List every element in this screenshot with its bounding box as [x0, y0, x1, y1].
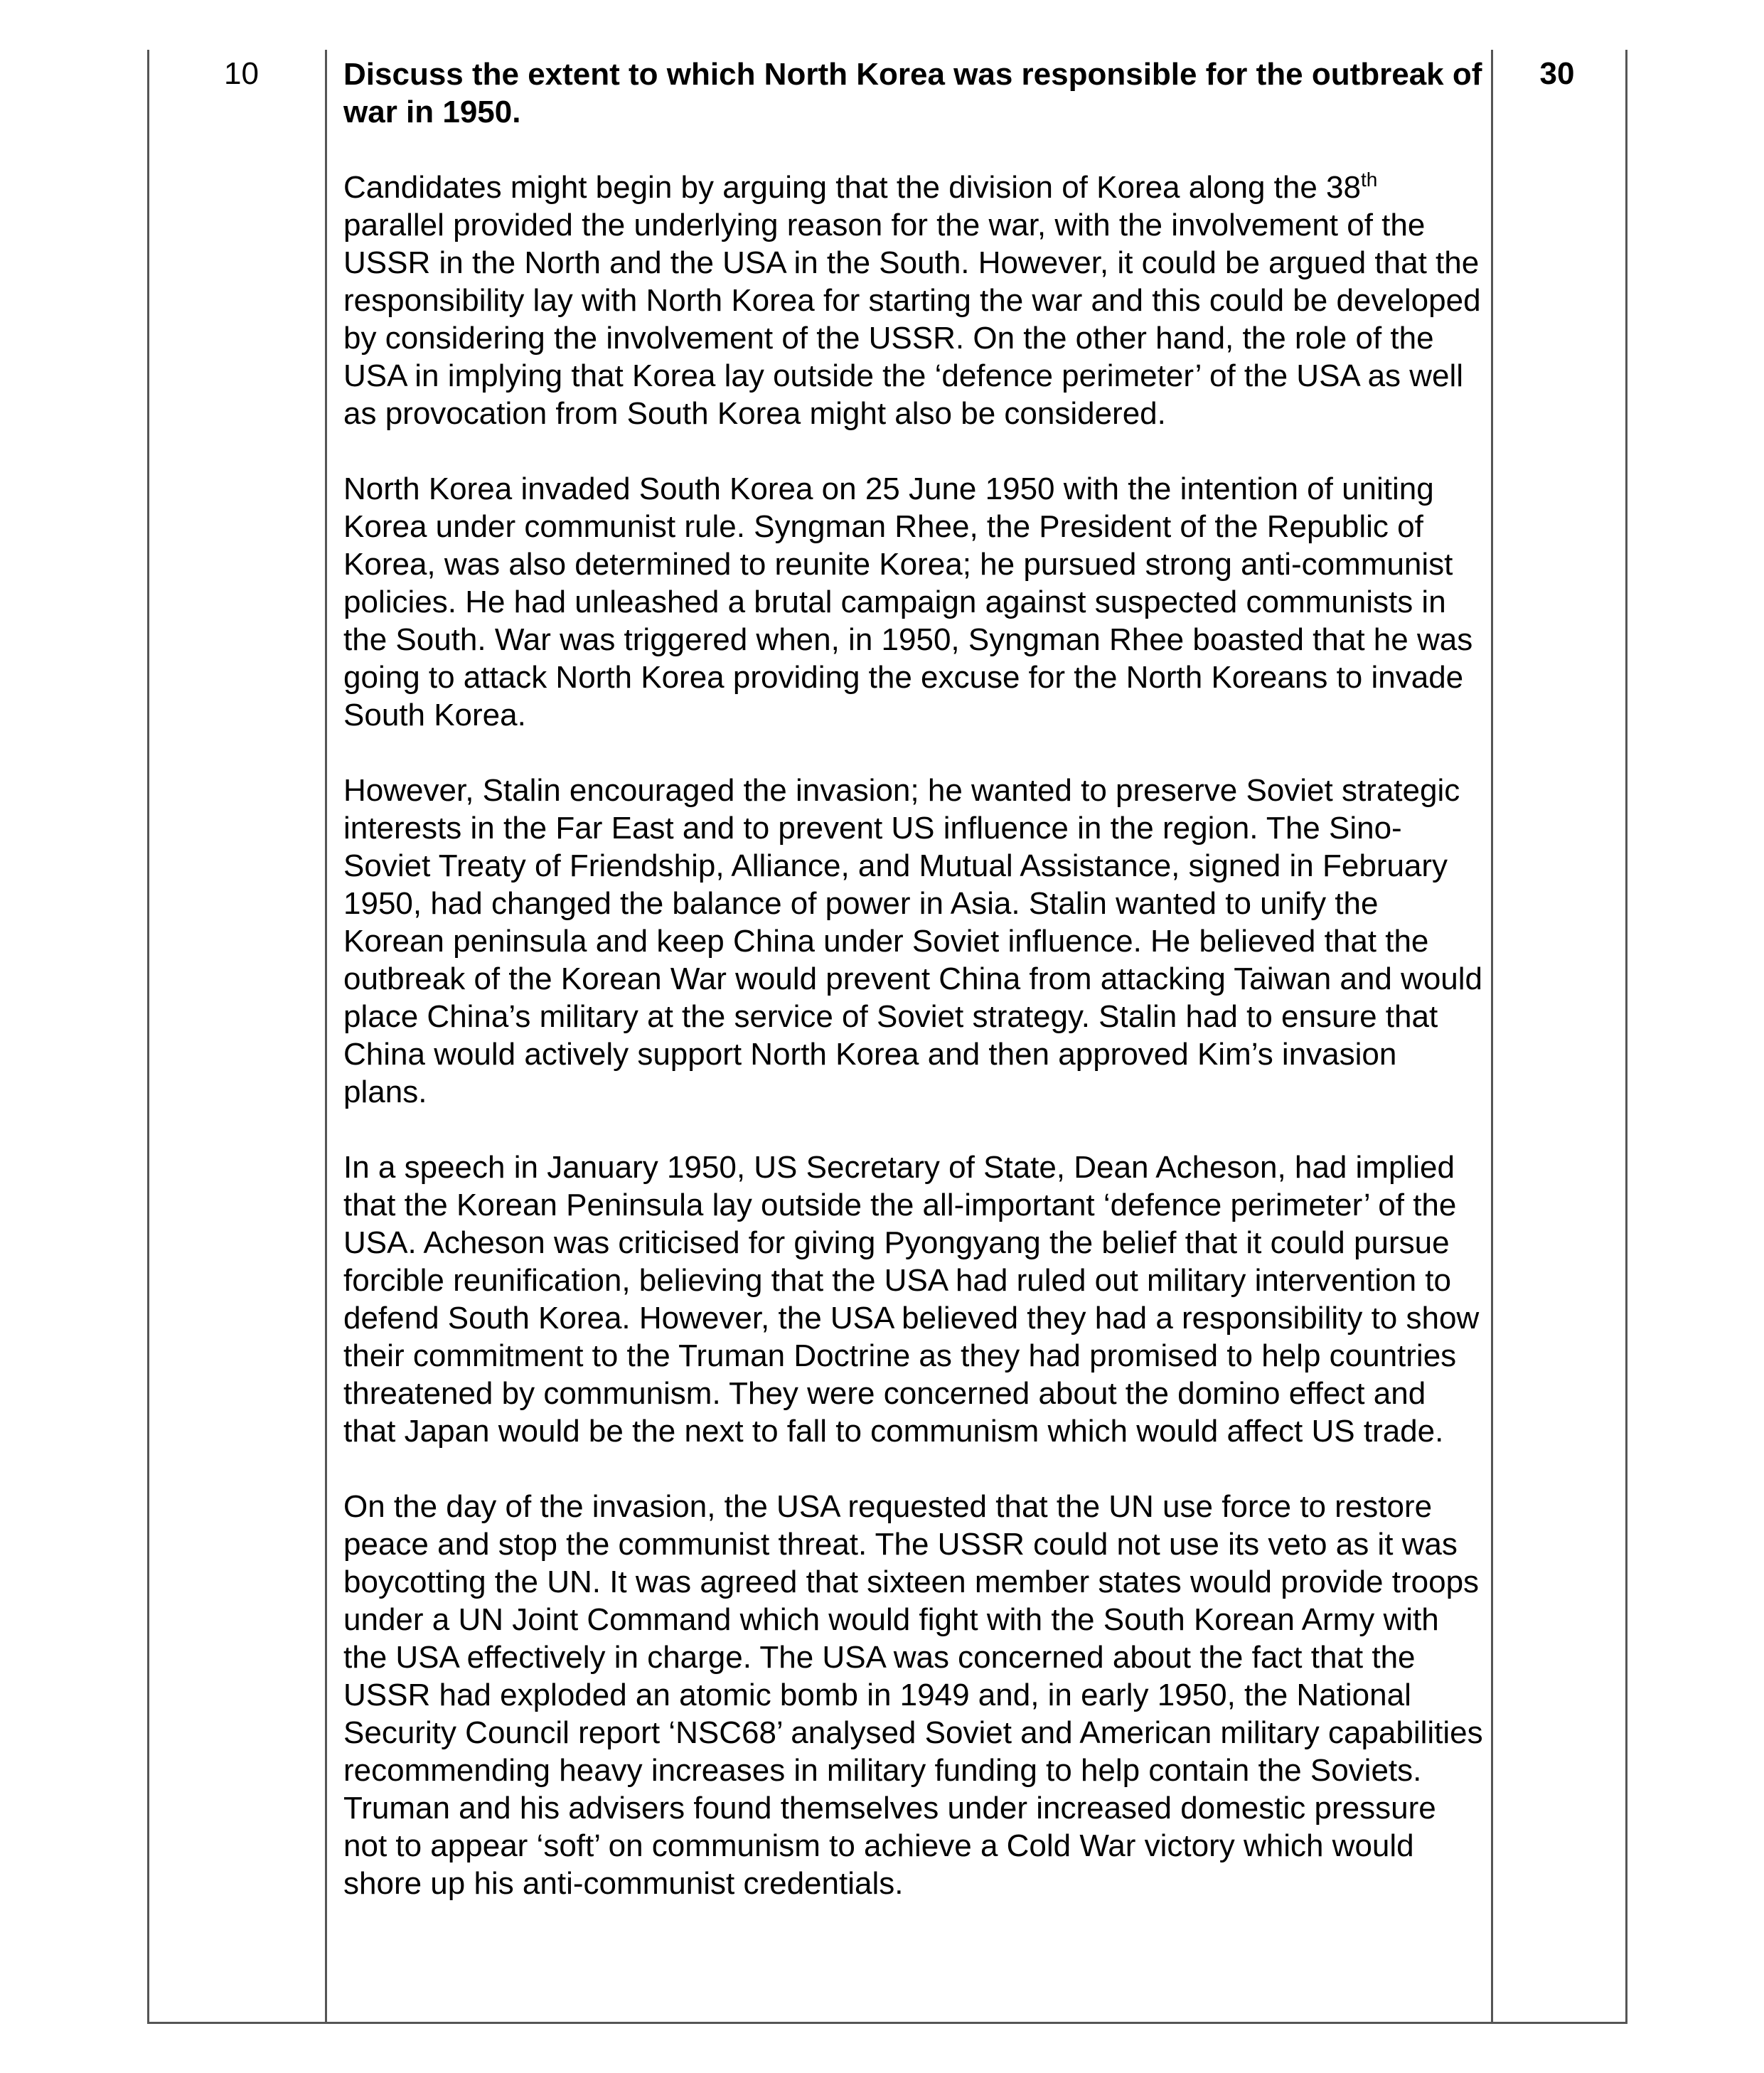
intro-text-rest: parallel provided the underlying reason for the war, with the involvement of the USSR in the North and the USA in the South. However, it could be argued that the responsibility lay with North Korea for starting the war and this could be developed by considering the involvement of the USSR. On the other hand, the role of the USA in implying that Korea lay outside the ‘defence perimeter’ of the USA as well as provocation from South Korea might also be considered.	[343, 208, 1481, 431]
mark-scheme-table	[147, 50, 1627, 2024]
paragraph-un-response: On the day of the invasion, the USA requested that the UN use force to restore peace and stop the communist threat. The USSR could not use its veto as it was boycotting the UN. It was agreed that sixteen member states would provide troops under a UN Joint Command which would fight with the South Korean Army with the USA effectively in charge. The USA was concerned about the fact that the USSR had exploded an atomic bomb in 1949 and, in early 1950, the National Security Council report ‘NSC68’ analysed Soviet and American military capabilities recommending heavy increases in military funding to help contain the Soviets. Truman and his advisers found themselves under increased domestic pressure not to appear ‘soft’ on communism to achieve a Cold War victory which would shore up his anti-communist credentials.	[343, 1489, 1483, 1901]
column-divider	[1491, 50, 1493, 2022]
question-number: 10	[224, 56, 259, 91]
column-divider	[325, 50, 327, 2022]
question-text: Discuss the extent to which North Korea was responsible for the outbreak of war in 1950.	[343, 57, 1482, 129]
answer-guidance-cell	[343, 55, 1485, 1902]
ordinal-suffix: th	[1360, 169, 1378, 191]
intro-text-start: Candidates might begin by arguing that the division of Korea along the 38	[343, 170, 1361, 205]
paragraph-stalin: However, Stalin encouraged the invasion; he wanted to preserve Soviet strategic interests in the Far East and to prevent US influence in the region. The Sino-Soviet Treaty of Friendship, Alliance, and Mutual Assistance, signed in February 1950, had changed the balance of power in Asia. Stalin wanted to unify the Korean peninsula and keep China under Soviet influence. He believed that the outbreak of the Korean War would prevent China from attacking Taiwan and would place China’s military at the service of Soviet strategy. Stalin had to ensure that China would actively support North Korea and then approved Kim’s invasion plans.	[343, 773, 1483, 1109]
marks-value: 30	[1539, 56, 1575, 91]
paragraph-north-korea-invasion: North Korea invaded South Korea on 25 June 1950 with the intention of uniting Korea under communist rule. Syngman Rhee, the President of the Republic of Korea, was also determined to reunite Korea; he pursued strong anti-communist policies. He had unleashed a brutal campaign against suspected communists in the South. War was triggered when, in 1950, Syngman Rhee boasted that he was going to attack North Korea providing the excuse for the North Koreans to invade South Korea.	[343, 471, 1473, 732]
paragraph-acheson: In a speech in January 1950, US Secretary of State, Dean Acheson, had implied that the Korean Peninsula lay outside the all-important ‘defence perimeter’ of the USA. Acheson was criticised for giving Pyongyang the belief that it could pursue forcible reunification, believing that the USA had ruled out military intervention to defend South Korea. However, the USA believed they had a responsibility to show their commitment to the Truman Doctrine as they had promised to help countries threatened by communism. They were concerned about the domino effect and that Japan would be the next to fall to communism which would affect US trade.	[343, 1150, 1480, 1449]
intro-paragraph	[343, 169, 1485, 432]
